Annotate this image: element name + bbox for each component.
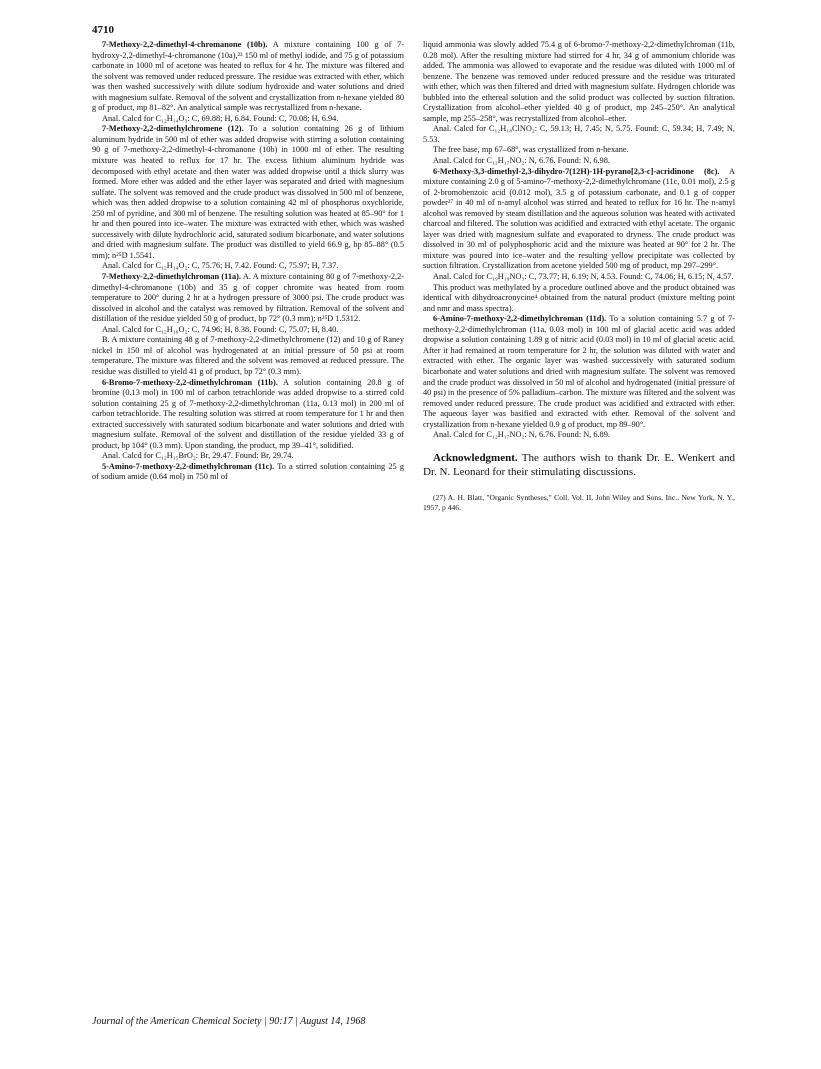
compound-heading: 7-Methoxy-2,2-dimethyl-4-chromanone (10b). <box>102 40 268 49</box>
paragraph-11d <box>423 314 735 430</box>
paragraph-12 <box>92 124 404 261</box>
page-number: 4710 <box>92 24 114 36</box>
paragraph-text: To a stirred solution containing 25 g of sodium amide (0.64 mol) in 750 ml of <box>92 461 404 482</box>
paragraph-methylation: This product was methylated by a procedure outlined above and the product obtained was identical with dihydroacronycine⁴ obtained from the natural product (mixture melting point and nmr and mass spectra). <box>423 282 735 313</box>
analysis-11c: Anal. Calcd for C₁₂H₁₇NO₂: N, 6.76. Found: N, 6.98. <box>433 156 610 166</box>
analysis-11a: Anal. Calcd for C₁₂H₁₆O₂: C, 74.96; H, 8.38. Found: C, 75.07; H, 8.40. <box>102 324 339 334</box>
compound-heading: 6-Amino-7-methoxy-2,2-dimethylchroman (11d). <box>433 314 607 324</box>
paragraph-11a <box>92 272 404 325</box>
paragraph-text: A mixture containing 100 g of 7-hydroxy-2,2-dimethyl-4-chromanone (10a),²³ 150 ml of methyl iodide, and 75 g of potassium carbonate in 1000 ml of acetone was heated to reflux for 4 hr. The mixture was filtered and the solvent was removed under reduced pressure. The residue was extracted with ether, which was then washed successively with dilute sodium hydroxide and water solutions and dried with magnesium sulfate. Removal of the solvent and crystallization from n-hexane yielded 80 g of product, mp 81–82°. An analytical sample was recrystallized from n-hexane. <box>92 40 404 113</box>
analysis-11c-hcl: Anal. Calcd for C₁₂H₁₈ClNO₂: C, 59.13; H, 7.45; N, 5.75. Found: C, 59.34; H, 7.49; N, 5.53. <box>423 124 735 144</box>
analysis-10b: Anal. Calcd for C₁₂H₁₄O₃: C, 69.88; H, 6.84. Found: C, 70.08; H, 6.94. <box>102 113 339 123</box>
paragraph-11c-start <box>92 462 404 483</box>
paragraph-text: To a solution containing 26 g of lithium aluminum hydride in 500 ml of ether was added dropwise with stirring a solution containing 90 g of 7-methoxy-2,2-dimethyl-4-chromanone (10b) in 1000 ml of ether. The resulting mixture was heated to reflux for 17 hr. The excess lithium aluminum hydride was decomposed with ethyl acetate and then water was added dropwise until a thick slurry was formed. More ether was added and the ether layer was separated and dried with magnesium sulfate. The solvent was removed and the crude product was dissolved in 500 ml of benzene, which was then added dropwise to a solution containing 42 ml of phosphorus oxychloride, 250 ml of pyridine, and 300 ml of benzene. The resulting solution was heated at 85–90° for 1 hr and then poured into ice–water. The mixture was extracted with ether, which was washed successively with dilute hydrochloric acid, saturated sodium bicarbonate, and water solutions and dried with magnesium sulfate. The product was distilled to yield 66.9 g, bp 85–88° (0.5 mm); n²⁵D 1.5541. <box>92 124 404 260</box>
right-column <box>423 40 735 513</box>
analysis-11b: Anal. Calcd for C₁₂H₁₅BrO₂: Br, 29.47. Found: Br, 29.74. <box>102 451 294 461</box>
analysis-12: Anal. Calcd for C₁₂H₁₄O₂: C, 75.76; H, 7.42. Found: C, 75.97; H, 7.37. <box>102 261 339 271</box>
compound-heading: 6-Methoxy-3,3-dimethyl-2,3-dihydro-7(12H)-1H-pyrano[2,3-c]-acridinone (8c). <box>433 166 720 176</box>
footnote-27: (27) A. H. Blatt, "Organic Syntheses," Coll. Vol. II, John Wiley and Sons, Inc., New York, N. Y., 1957, p 446. <box>423 492 735 512</box>
paragraph-11a-method-b: B. A mixture containing 48 g of 7-methoxy-2,2-dimethylchromene (12) and 10 g of Raney nickel in 150 ml of alcohol was hydrogenated at an initial pressure of 50 psi at room temperature. The mixture was filtered and the solvent was removed at reduced pressure. The residue was distilled to yield 41 g of product, bp 72° (0.3 mm). <box>92 335 404 376</box>
journal-footer: Journal of the American Chemical Society | 90:17 | August 14, 1968 <box>92 1016 366 1027</box>
paragraph-free-base: The free base, mp 67–68°, was crystallized from n-hexane. <box>433 145 629 155</box>
acknowledgment-heading: Acknowledgment. <box>433 451 518 464</box>
paragraph-text: A solution containing 20.8 g of bromine (0.13 mol) in 100 ml of carbon tetrachloride was added dropwise to a stirred cold solution containing 25 g of 7-methoxy-2,2-dimethylchroman (11a, 0.13 mol) in 200 ml of carbon tetrachloride. The resulting solution was stirred at room temperature for 1 hr and then extracted successively with saturated sodium bicarbonate and water solutions and dried with magnesium sulfate. Removal of the solvent and distillation of the residue yielded 33 g of product, bp 104° (0.3 mm). Upon standing, the product, mp 39–41°, solidified. <box>92 377 404 450</box>
paragraph-8c <box>423 167 735 272</box>
compound-heading: 5-Amino-7-methoxy-2,2-dimethylchroman (11c). <box>102 461 275 471</box>
paragraph-text: A mixture containing 2.0 g of 5-amino-7-methoxy-2,2-dimethylchromane (11c, 0.01 mol), 2.5 g of 2-bromobenzoic acid (0.012 mol), 3.5 g of potassium carbonate, and 0.1 g of copper powder²⁷ in 40 ml of n-amyl alcohol was stirred and heated to reflux for 16 hr. The n-amyl alcohol was removed by steam distillation and the aqueous solution was heated with activated charcoal and filtered. The solution was acidified and extracted with ethyl acetate. The organic layer was dried with magnesium sulfate and evaporated to dryness. The crude product was dissolved in 30 ml of polyphosphoric acid and the mixture was heated at 90° for 2 hr. The mixture was poured into ice–water and the resulting yellow precipitate was collected by suction filtration. Crystallization from acetone yielded 500 mg of product, mp 297–299°. <box>423 166 735 271</box>
acknowledgment <box>423 451 735 479</box>
paragraph-text: A. A mixture containing 80 g of 7-methoxy-2,2-dimethyl-4-chromanone (10b) and 35 g of copper chromite was heated from room temperature to 200° during 2 hr at a hydrogen pressure of 3000 psi. The crude product was dissolved in alcohol and the catalyst was removed by filtration. Removal of the solvent and distillation of the residue yielded 50 g of product, bp 72° (0.3 mm); n²⁵D 1.5312. <box>92 272 404 324</box>
analysis-11d: Anal. Calcd for C₁₂H₁₇NO₂: N, 6.76. Found: N, 6.89. <box>433 430 610 440</box>
paragraph-10b <box>92 40 404 114</box>
paragraph-11c-continued: liquid ammonia was slowly added 75.4 g of 6-bromo-7-methoxy-2,2-dimethylchroman (11b, 0.28 mol). After the resulting mixture had stirred for 4 hr, 34 g of ammonium chloride was added. The ammonia was allowed to evaporate and the residue was diluted with 1000 ml of benzene. The benzene was removed under reduced pressure and the residue was triturated with ether, which was then filtered and dried with magnesium sulfate. Hydrogen chloride was bubbled into the ethereal solution and the solid product was collected by suction filtration. Crystallization from alcohol–ether yielded 40 g of product, mp 245–250°. An analytical sample, mp 255–258°, was recrystallized from alcohol–ether. <box>423 40 735 123</box>
left-column <box>92 40 404 483</box>
compound-heading: 7-Methoxy-2,2-dimethylchromene (12). <box>102 124 244 134</box>
compound-heading: 7-Methoxy-2,2-dimethylchroman (11a). <box>102 272 242 282</box>
analysis-8c: Anal. Calcd for C₁₉H₁₉NO₃: C, 73.77; H, 6.19; N, 4.53. Found: C, 74.06; H, 6.15; N, 4.57. <box>433 272 734 282</box>
paragraph-11b <box>92 378 404 452</box>
compound-heading: 6-Bromo-7-methoxy-2,2-dimethylchroman (11b). <box>102 377 278 387</box>
paragraph-text: To a solution containing 5.7 g of 7-methoxy-2,2-dimethylchroman (11a, 0.03 mol) in 100 ml of glacial acetic acid was added dropwise a solution containing 1.89 g of nitric acid (0.03 mol) in 10 ml of glacial acetic acid. After it had remained at room temperature for 2 hr, the solution was diluted with water and extracted with ether. The organic layer was washed successively with saturated sodium bicarbonate and water solutions and dried with magnesium sulfate. The solvent was removed and the crude product was dissolved in 50 ml of alcohol and hydrogenated (initial pressure of 40 psi) in the presence of 5% palladium–carbon. The mixture was filtered and the solvent was removed under reduced pressure. The crude product was acidified and extracted with ether. The aqueous layer was basified and extracted with ether. Removal of the solvent and crystallization from n-hexane yielded 0.9 g of product, mp 89–90°. <box>423 314 735 429</box>
acknowledgment-text: The authors wish to thank Dr. E. Wenkert and Dr. N. Leonard for their stimulating discussions. <box>423 451 735 478</box>
